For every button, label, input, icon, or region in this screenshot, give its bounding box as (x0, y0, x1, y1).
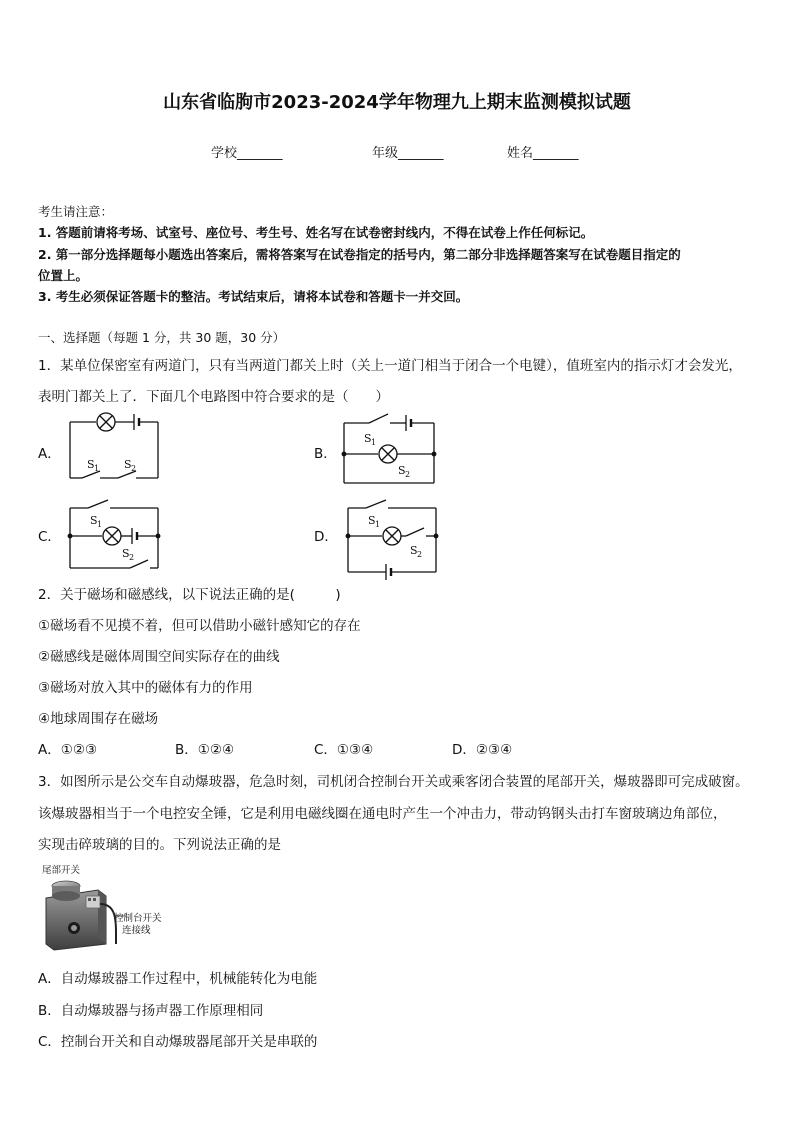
notice-heading: 考生请注意： (38, 204, 114, 219)
svg-text:2: 2 (405, 470, 411, 479)
circuit-diagram-b (334, 405, 446, 489)
name-field: 姓名_______ (507, 146, 579, 161)
notice-item-2-line-2: 位置上。 (38, 268, 89, 283)
grade-field: 年级_______ (372, 146, 444, 161)
svg-text:S: S (398, 464, 406, 477)
svg-text:2: 2 (417, 550, 423, 559)
q1-option-c-label[interactable]: C． (38, 529, 61, 545)
notice-item-1: 1. 答题前请将考场、试室号、座位号、考生号、姓名写在试卷密封线内，不得在试卷上作任何标记。 (38, 225, 594, 240)
svg-text:1: 1 (375, 520, 381, 529)
svg-text:1: 1 (97, 520, 103, 529)
q3-stem-line-1: 3．如图所示是公交车自动爆玻器，危急时刻，司机闭合控制台开关或乘客闭合装置的尾部开关，爆玻器即可完成破窗。 (38, 774, 749, 790)
q2-option-a[interactable]: A．①②③ (38, 742, 98, 758)
control-switch-label: 控制台开关 (114, 913, 162, 924)
svg-text:S: S (90, 514, 98, 527)
svg-text:1: 1 (94, 464, 100, 473)
switch-s2-icon (406, 528, 424, 536)
notice-item-3: 3. 考生必须保证答题卡的整洁。考试结束后，请将本试卷和答题卡一并交回。 (38, 289, 469, 304)
svg-text:S: S (124, 458, 132, 471)
switch-top-icon (369, 414, 388, 423)
q2-option-d[interactable]: D．②③④ (452, 742, 513, 758)
q3-option-a[interactable]: A．自动爆玻器工作过程中，机械能转化为电能 (38, 971, 318, 987)
tail-switch-label: 尾部开关 (42, 865, 81, 876)
svg-text:S: S (368, 514, 376, 527)
circuit-diagram-d (338, 490, 448, 580)
section-heading: 一、选择题（每题 1 分，共 30 题，30 分） (38, 330, 286, 345)
svg-text:1: 1 (371, 438, 377, 447)
q2-statement-3: ③磁场对放入其中的磁体有力的作用 (38, 680, 253, 696)
q2-stem: 2．关于磁场和磁感线，以下说法正确的是( ) (38, 587, 341, 603)
q1-stem-line-2: 表明门都关上了．下面几个电路图中符合要求的是（ ） (38, 389, 389, 405)
school-field: 学校_______ (211, 146, 283, 161)
q1-option-d-label[interactable]: D． (314, 529, 338, 545)
q3-option-c[interactable]: C．控制台开关和自动爆玻器尾部开关是串联的 (38, 1034, 318, 1050)
circuit-diagram-c (60, 490, 170, 576)
q2-option-c[interactable]: C．①③④ (314, 742, 374, 758)
switch-s1-icon (366, 500, 386, 508)
q2-statement-4: ④地球周围存在磁场 (38, 711, 159, 727)
svg-text:S: S (87, 458, 95, 471)
notice-item-2-line-1: 2. 第一部分选择题每小题选出答案后，需将答案写在试卷指定的括号内，第二部分非选择题答案写在试卷题目指定的 (38, 247, 681, 262)
connection-cable-label: 连接线 (122, 925, 151, 936)
q2-option-b[interactable]: B．①②④ (175, 742, 235, 758)
switch-s1-icon (88, 500, 108, 508)
svg-text:2: 2 (131, 464, 137, 473)
svg-text:S: S (364, 432, 372, 445)
q3-stem-line-2: 该爆玻器相当于一个电控安全锤，它是利用电磁线圈在通电时产生一个冲击力，带动钨钢头击打车窗玻璃边角部位， (38, 806, 727, 822)
q1-option-a-label[interactable]: A． (38, 446, 61, 462)
q1-stem-line-1: 1．某单位保密室有两道门，只有当两道门都关上时（关上一道门相当于闭合一个电键），值班室内的指示灯才会发光， (38, 358, 742, 374)
q3-option-b[interactable]: B．自动爆玻器与扬声器工作原理相同 (38, 1003, 264, 1019)
q3-stem-line-3: 实现击碎玻璃的目的。下列说法正确的是 (38, 837, 281, 853)
page-title: 山东省临朐市2023-2024学年物理九上期末监测模拟试题 (163, 92, 631, 113)
q1-option-b-label[interactable]: B． (314, 446, 337, 462)
q2-statement-2: ②磁感线是磁体周围空间实际存在的曲线 (38, 649, 280, 665)
circuit-diagram-a (60, 410, 170, 486)
svg-text:2: 2 (129, 553, 135, 562)
q2-statement-1: ①磁场看不见摸不着，但可以借助小磁针感知它的存在 (38, 618, 361, 634)
window-breaker-figure (40, 862, 200, 952)
svg-text:S: S (410, 544, 418, 557)
svg-text:S: S (122, 547, 130, 560)
